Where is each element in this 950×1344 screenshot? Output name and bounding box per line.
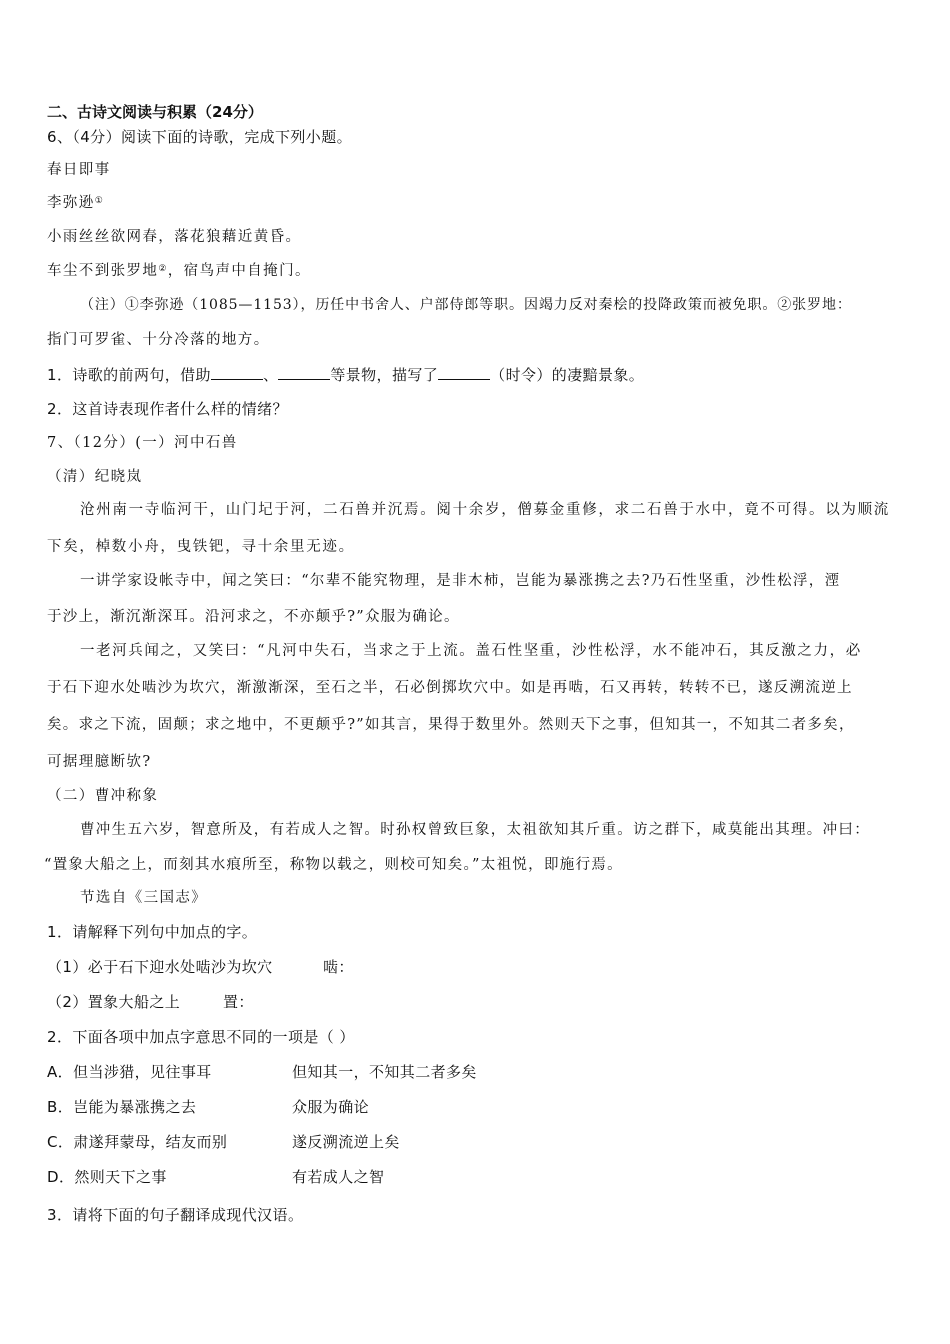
q6-sub1-text-a: 1．诗歌的前两句，借助: [47, 366, 211, 384]
q6-sub1-text-b: 等景物，描写了: [330, 366, 439, 384]
option-d-left: D．然则天下之事: [47, 1168, 167, 1186]
q7-sub3: 3．请将下面的句子翻译成现代汉语。: [47, 1206, 304, 1224]
q6-sub1-text-c: （时令）的凄黯景象。: [490, 366, 645, 384]
footnote-marker-2: ②: [158, 264, 168, 274]
poem-line-2: [47, 261, 311, 281]
option-b-left: B．岂能为暴涨携之去: [47, 1098, 197, 1116]
poem-line-1: 小雨丝丝欲网春，落花狼藉近黄昏。: [47, 229, 302, 245]
q7-sub1-item-2-text: （2）置象大船之上: [47, 993, 181, 1011]
answer-label-nie: 啮：: [323, 958, 354, 976]
para4-line-2: “置象大船之上，而刻其水痕所至，称物以载之，则校可知矣。”太祖悦，即施行焉。: [44, 857, 623, 873]
option-a[interactable]: [47, 1062, 647, 1082]
option-a-right: 但知其一，不知其二者多矣: [292, 1063, 477, 1081]
para2-line-1: 一讲学家设帐寺中，闻之笑曰：“尔辈不能究物理，是非木柿，岂能为暴涨携之去?乃石性坚重，沙性松浮，湮: [80, 573, 841, 589]
option-b-right: 众服为确论: [292, 1098, 370, 1116]
q7-sub2: 2．下面各项中加点字意思不同的一项是（ ）: [47, 1028, 355, 1046]
para3-line-4: 可据理臆断欤?: [47, 754, 152, 770]
para1-line-1: 沧州南一寺临河干，山门圮于河，二石兽并沉焉。阅十余岁，僧募金重修，求二石兽于水中，竟不可得。以为顺流: [80, 502, 890, 518]
para2-line-2: 于沙上，渐沉渐深耳。沿河求之，不亦颠乎?”众服为确论。: [47, 609, 460, 625]
poem-line-2-part-b: ，宿鸟声中自掩门。: [167, 263, 311, 279]
q6-sub1: [47, 365, 644, 385]
poem-author: [47, 193, 104, 213]
para1-line-2: 下矣，棹数小舟，曳铁钯，寻十余里无迹。: [47, 539, 355, 555]
answer-label-zhi: 置：: [223, 993, 254, 1011]
note-line-2: 指门可罗雀、十分冷落的地方。: [47, 332, 270, 348]
poem-title: 春日即事: [47, 162, 111, 178]
q7-prompt: 7、（12分）(一）河中石兽: [47, 435, 238, 451]
answer-blank-3[interactable]: [438, 365, 490, 380]
answer-blank-1[interactable]: [211, 365, 263, 380]
option-c[interactable]: [47, 1132, 647, 1152]
option-c-right: 遂反溯流逆上矣: [292, 1133, 400, 1151]
option-c-left: C．肃遂拜蒙母，结友而别: [47, 1133, 228, 1151]
q6-prompt: 6、（4分）阅读下面的诗歌，完成下列小题。: [47, 128, 352, 146]
q7-sub1-item-1-text: （1）必于石下迎水处啮沙为坎穴: [47, 958, 273, 976]
q6-sub1-sep: 、: [262, 366, 279, 384]
q7-sub1-item-2: [47, 992, 254, 1012]
option-d[interactable]: [47, 1167, 647, 1187]
section-heading: 二、古诗文阅读与积累（24分）: [47, 103, 263, 121]
option-a-left: A．但当涉猎，见往事耳: [47, 1063, 212, 1081]
poem-line-2-part-a: 车尘不到张罗地: [47, 263, 159, 279]
q7-sub1: 1．请解释下列句中加点的字。: [47, 923, 258, 941]
q7-author: （清）纪晓岚: [47, 469, 143, 485]
para3-line-1: 一老河兵闻之，又笑曰：“凡河中失石，当求之于上流。盖石性坚重，沙性松浮，水不能冲石，其反激之力，必: [80, 643, 862, 659]
option-d-right: 有若成人之智: [292, 1168, 385, 1186]
para4-line-1: 曹冲生五六岁，智意所及，有若成人之智。时孙权曾致巨象，太祖欲知其斤重。访之群下，咸莫能出其理。冲曰：: [80, 822, 870, 838]
option-b[interactable]: [47, 1097, 647, 1117]
note-line-1: （注）①李弥逊（1085—1153），历任中书舍人、户部侍郎等职。因竭力反对秦桧的投降政策而被免职。②张罗地：: [80, 297, 852, 313]
part2-title: （二）曹冲称象: [47, 788, 159, 804]
q7-sub1-item-1: [47, 957, 354, 977]
poem-author-name: 李弥逊: [47, 195, 95, 211]
para3-line-3: 矣。求之下流，固颠；求之地中，不更颠乎?”如其言，果得于数里外。然则天下之事，但知其一，不知其二者多矣，: [47, 717, 855, 733]
footnote-marker-1: ①: [94, 196, 105, 206]
q6-sub2: 2．这首诗表现作者什么样的情绪？: [47, 400, 288, 418]
answer-blank-2[interactable]: [278, 365, 330, 380]
source-citation: 节选自《三国志》: [80, 890, 208, 906]
para3-line-2: 于石下迎水处啮沙为坎穴，渐激渐深，至石之半，石必倒掷坎穴中。如是再啮，石又再转，转转不已，遂反溯流逆上: [47, 680, 853, 696]
